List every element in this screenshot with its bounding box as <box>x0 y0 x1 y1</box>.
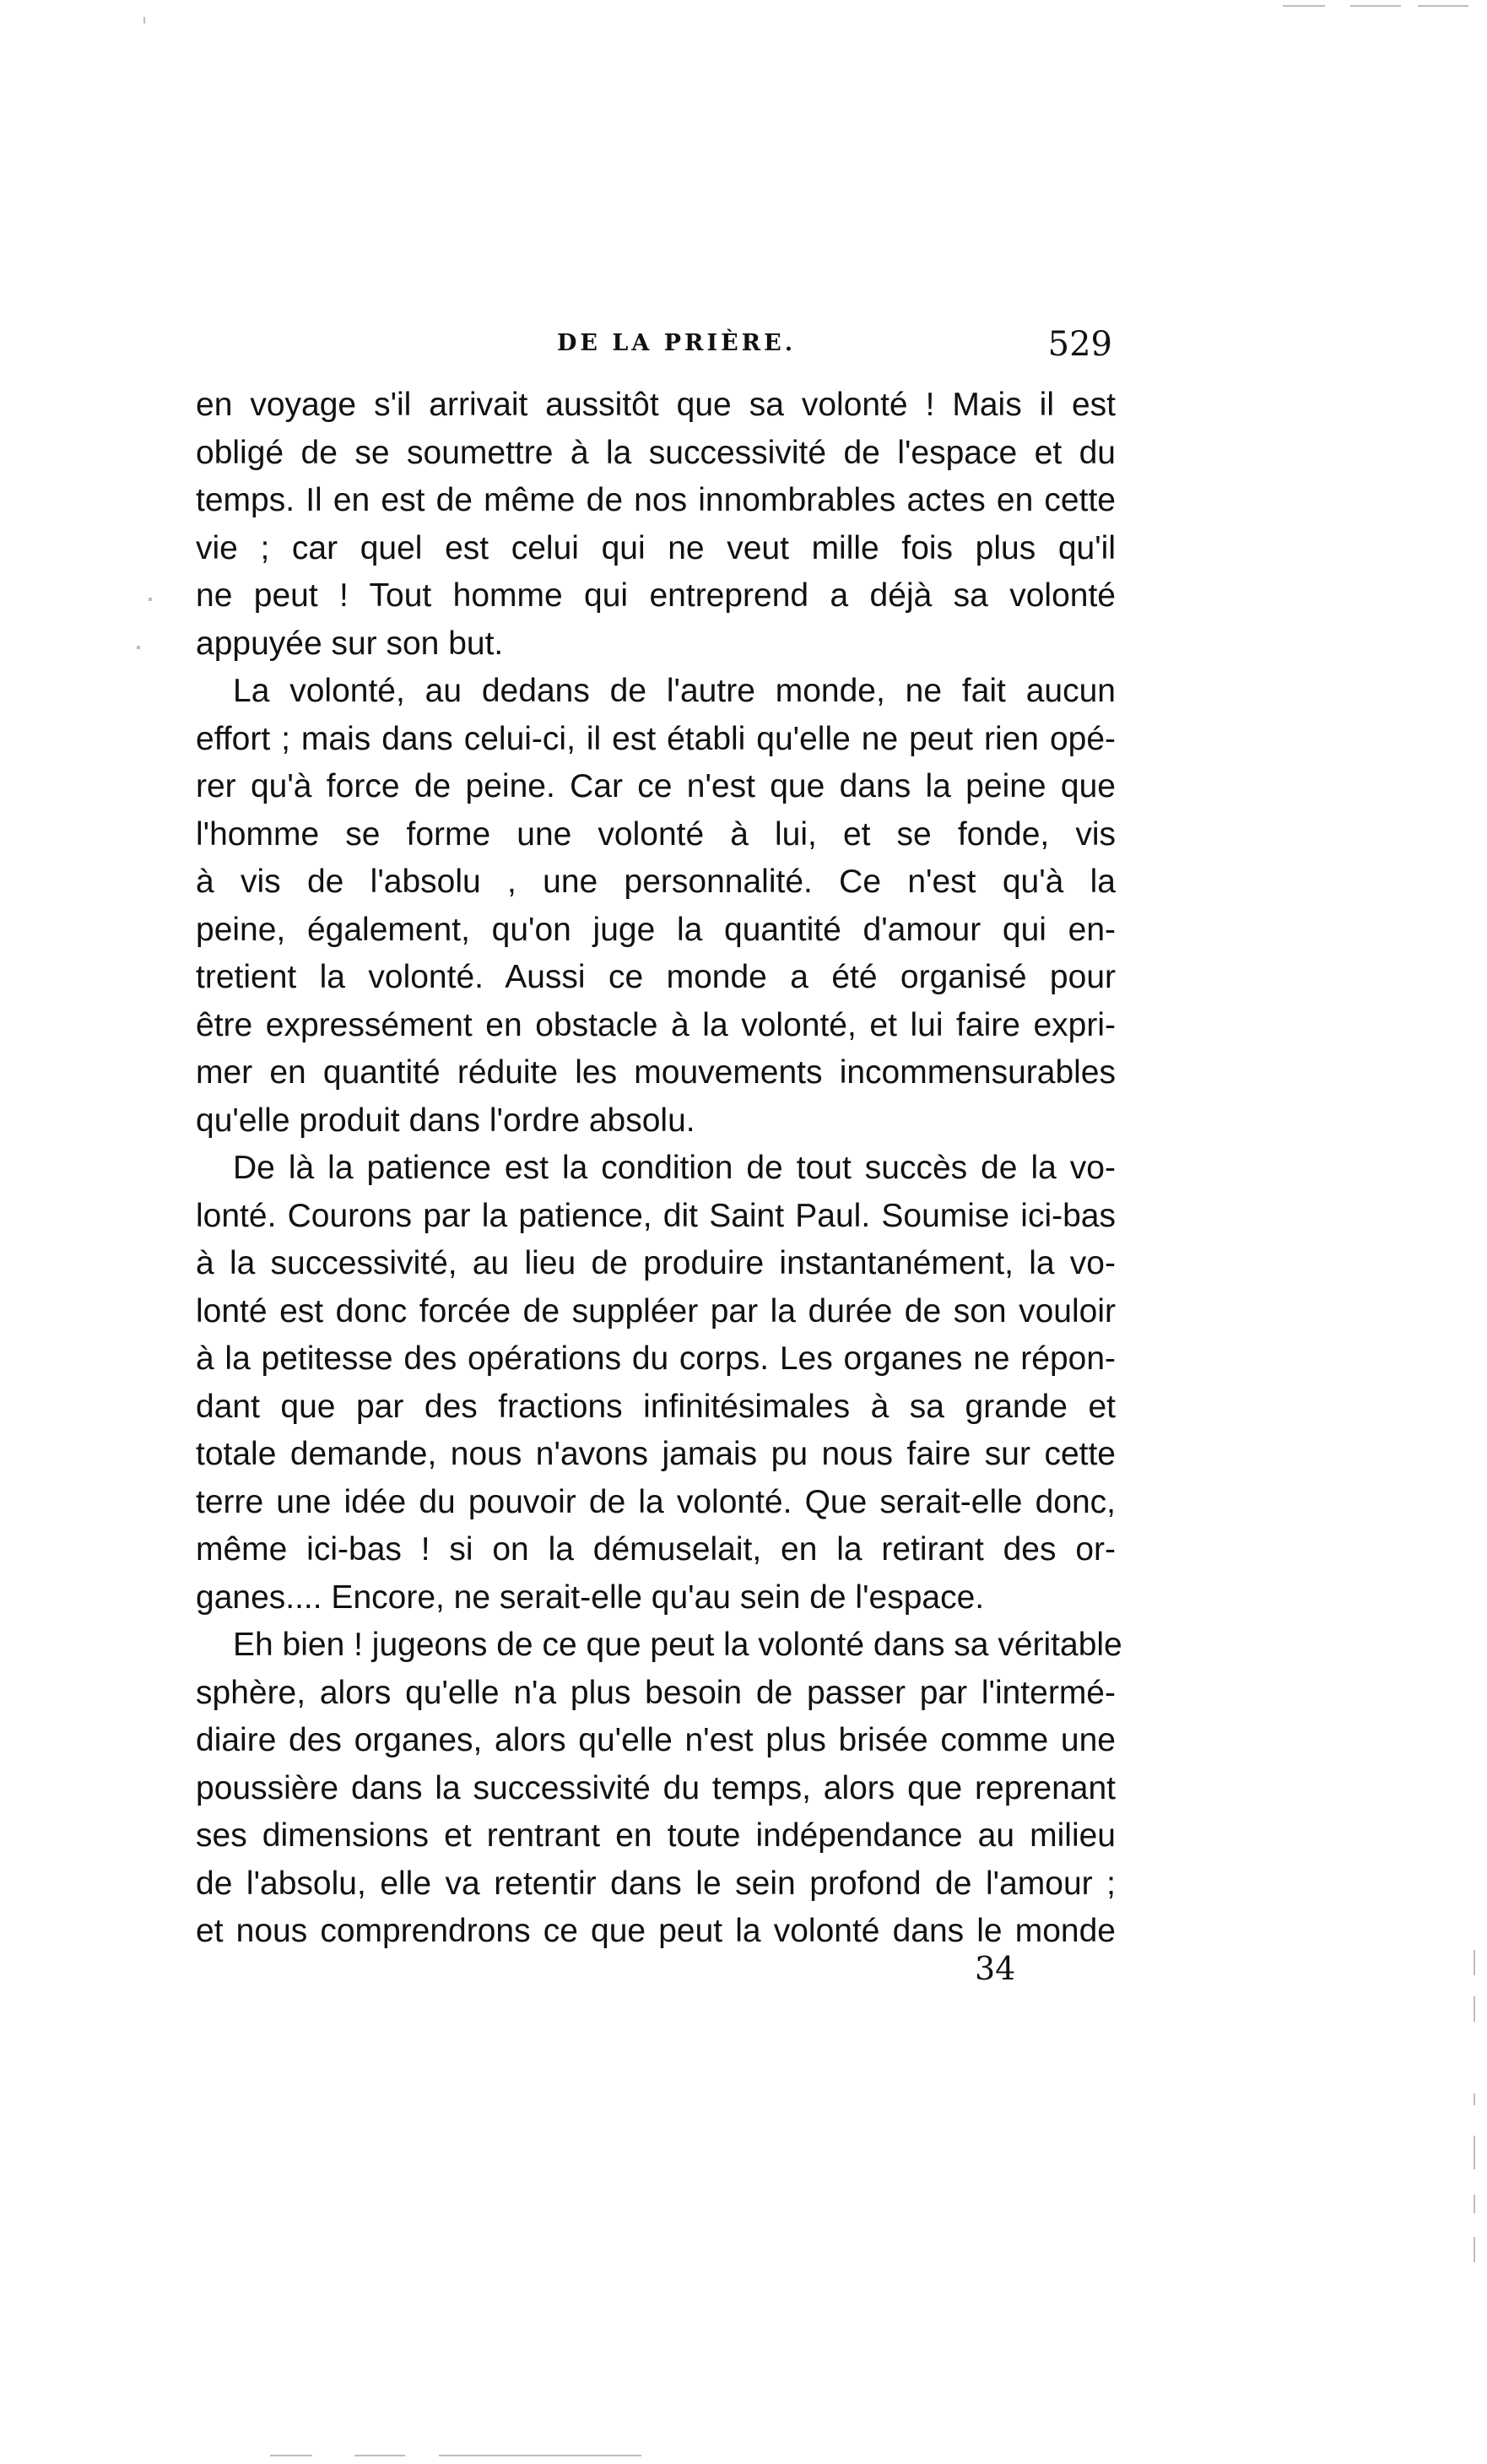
scan-edge-mark <box>354 2455 405 2456</box>
text-line: totale demande, nous n'avons jamais pu nous faire sur cette <box>196 1436 1116 1472</box>
scan-edge-mark <box>1473 2195 1475 2213</box>
text-line: ne peut ! Tout homme qui entreprend a déjà sa volonté <box>196 577 1116 614</box>
scan-edge-mark <box>137 646 140 649</box>
scan-edge-mark <box>1473 2093 1475 2105</box>
scan-edge-mark <box>1473 2237 1475 2262</box>
text-line: terre une idée du pouvoir de la volonté. Que serait-elle donc, <box>196 1483 1116 1520</box>
text-line: lonté. Courons par la patience, dit Saint Paul. Soumise ici-bas <box>196 1197 1116 1234</box>
text-line: et nous comprendrons ce que peut la volonté dans le monde <box>196 1913 1116 1949</box>
text-line: effort ; mais dans celui-ci, il est établi qu'elle ne peut rien opé- <box>196 720 1116 757</box>
text-line: tretient la volonté. Aussi ce monde a été organisé pour <box>196 959 1116 995</box>
text-line: obligé de se soumettre à la successivité de l'espace et du <box>196 434 1116 471</box>
text-line: en voyage s'il arrivait aussitôt que sa volonté ! Mais il est <box>196 387 1116 423</box>
scan-edge-mark <box>149 598 152 601</box>
body-text <box>196 382 1122 1956</box>
scan-edge-mark <box>270 2455 312 2456</box>
page-header <box>196 325 1116 376</box>
running-title: DE LA PRIÈRE. <box>557 330 797 356</box>
text-line: temps. Il en est de même de nos innombrables actes en cette <box>196 482 1116 518</box>
text-line: De là la patience est la condition de tout succès de la vo- <box>233 1150 1116 1186</box>
text-line: qu'elle produit dans l'ordre absolu. <box>196 1102 695 1139</box>
text-line: être expressément en obstacle à la volonté, et lui faire expri- <box>196 1006 1116 1043</box>
text-line: ganes.... Encore, ne serait-elle qu'au sein de l'espace. <box>196 1579 985 1616</box>
scan-edge-mark <box>439 2455 641 2456</box>
text-line: à la petitesse des opérations du corps. Les organes ne répon- <box>196 1340 1116 1377</box>
scan-edge-mark <box>1418 5 1468 7</box>
text-line: de l'absolu, elle va retentir dans le sein profond de l'amour ; <box>196 1865 1116 1902</box>
text-line: ses dimensions et rentrant en toute indépendance au milieu <box>196 1817 1116 1854</box>
text-line: sphère, alors qu'elle n'a plus besoin de passer par l'intermé- <box>196 1674 1116 1711</box>
scan-edge-mark <box>1473 2136 1475 2169</box>
text-line: peine, également, qu'on juge la quantité d'amour qui en- <box>196 911 1116 948</box>
text-line: mer en quantité réduite les mouvements incommensurables <box>196 1054 1116 1091</box>
text-line: appuyée sur son but. <box>196 625 504 662</box>
page-number: 529 <box>1047 325 1112 364</box>
scan-edge-mark <box>1473 1996 1475 2022</box>
text-line: rer qu'à force de peine. Car ce n'est que dans la peine que <box>196 768 1116 804</box>
signature-mark: 34 <box>975 1950 1016 1987</box>
text-line: Eh bien ! jugeons de ce que peut la volonté dans sa véritable <box>233 1627 1122 1663</box>
text-line: vie ; car quel est celui qui ne veut mille fois plus qu'il <box>196 529 1116 566</box>
scan-edge-mark <box>1350 5 1401 7</box>
text-line: à vis de l'absolu , une personnalité. Ce n'est qu'à la <box>196 864 1116 900</box>
text-line: La volonté, au dedans de l'autre monde, ne fait aucun <box>233 673 1116 709</box>
text-line: à la successivité, au lieu de produire instantanément, la vo- <box>196 1245 1116 1281</box>
text-line: l'homme se forme une volonté à lui, et se fonde, vis <box>196 815 1116 853</box>
text-line: lonté est donc forcée de suppléer par la durée de son vouloir <box>196 1292 1116 1329</box>
scan-edge-mark <box>1473 1950 1475 1975</box>
scan-edge-mark <box>143 17 145 24</box>
text-line: dant que par des fractions infinitésimales à sa grande et <box>196 1388 1116 1425</box>
scan-edge-mark <box>1283 5 1325 7</box>
text-line: même ici-bas ! si on la démuselait, en la retirant des or- <box>196 1531 1116 1568</box>
text-line: diaire des organes, alors qu'elle n'est plus brisée comme une <box>196 1722 1116 1758</box>
text-line: poussière dans la successivité du temps, alors que reprenant <box>196 1769 1116 1806</box>
